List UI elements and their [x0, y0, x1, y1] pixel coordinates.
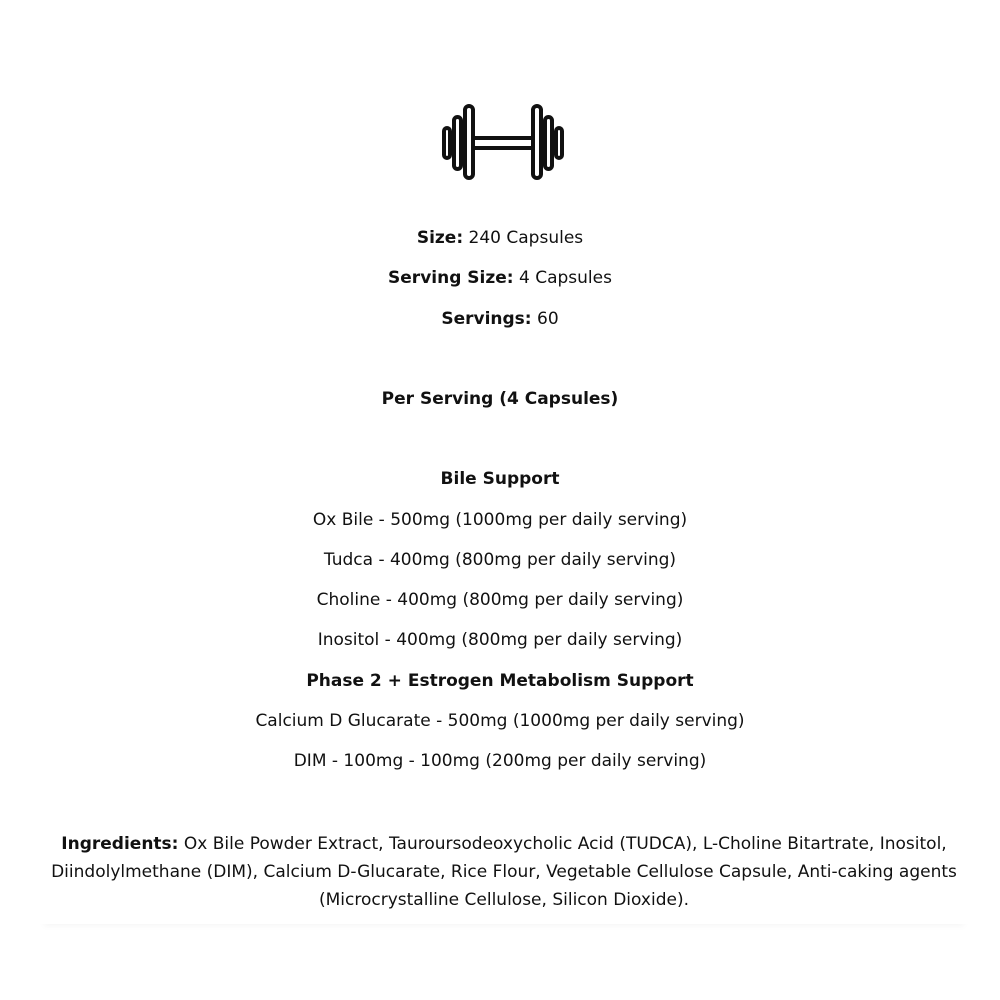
- size-line: [0, 227, 1000, 249]
- ingredients-text: Ox Bile Powder Extract, Tauroursodeoxycholic Acid (TUDCA), L-Choline Bitartrate, Inositol, Diindolylmethane (DIM), Calcium D-Glucarate, Rice Flour, Vegetable Cellulose Capsule, Anti-caking agents (Microcrystalline Cellulose, Silicon Dioxide).: [51, 834, 957, 910]
- section-title-bile-support: Bile Support: [440, 469, 560, 489]
- ingredient-line: Choline - 400mg (800mg per daily serving): [316, 590, 684, 610]
- ingredients-paragraph: [40, 830, 968, 924]
- serving-size-label: Serving Size:: [388, 268, 514, 288]
- size-label: Size:: [416, 228, 464, 248]
- serving-size-value: 4 Capsules: [519, 268, 612, 288]
- ingredient-line: Tudca - 400mg (800mg per daily serving): [323, 550, 677, 570]
- section-title-estrogen-support: Phase 2 + Estrogen Metabolism Support: [306, 671, 694, 691]
- ingredient-line: Calcium D Glucarate - 500mg (1000mg per daily serving): [255, 711, 745, 731]
- dumbbell-icon: [441, 102, 565, 182]
- serving-size-line: [0, 267, 1000, 289]
- servings-line: [0, 308, 1000, 330]
- ingredient-line: Inositol - 400mg (800mg per daily serving): [317, 630, 683, 650]
- ingredient-line: Ox Bile - 500mg (1000mg per daily serving): [312, 510, 688, 530]
- servings-label: Servings:: [441, 309, 532, 329]
- ingredients-label: Ingredients:: [61, 834, 179, 854]
- ingredient-line: DIM - 100mg - 100mg (200mg per daily serving): [293, 751, 707, 771]
- size-value: 240 Capsules: [468, 228, 584, 248]
- servings-value: 60: [537, 309, 559, 329]
- per-serving-heading: Per Serving (4 Capsules): [381, 389, 619, 409]
